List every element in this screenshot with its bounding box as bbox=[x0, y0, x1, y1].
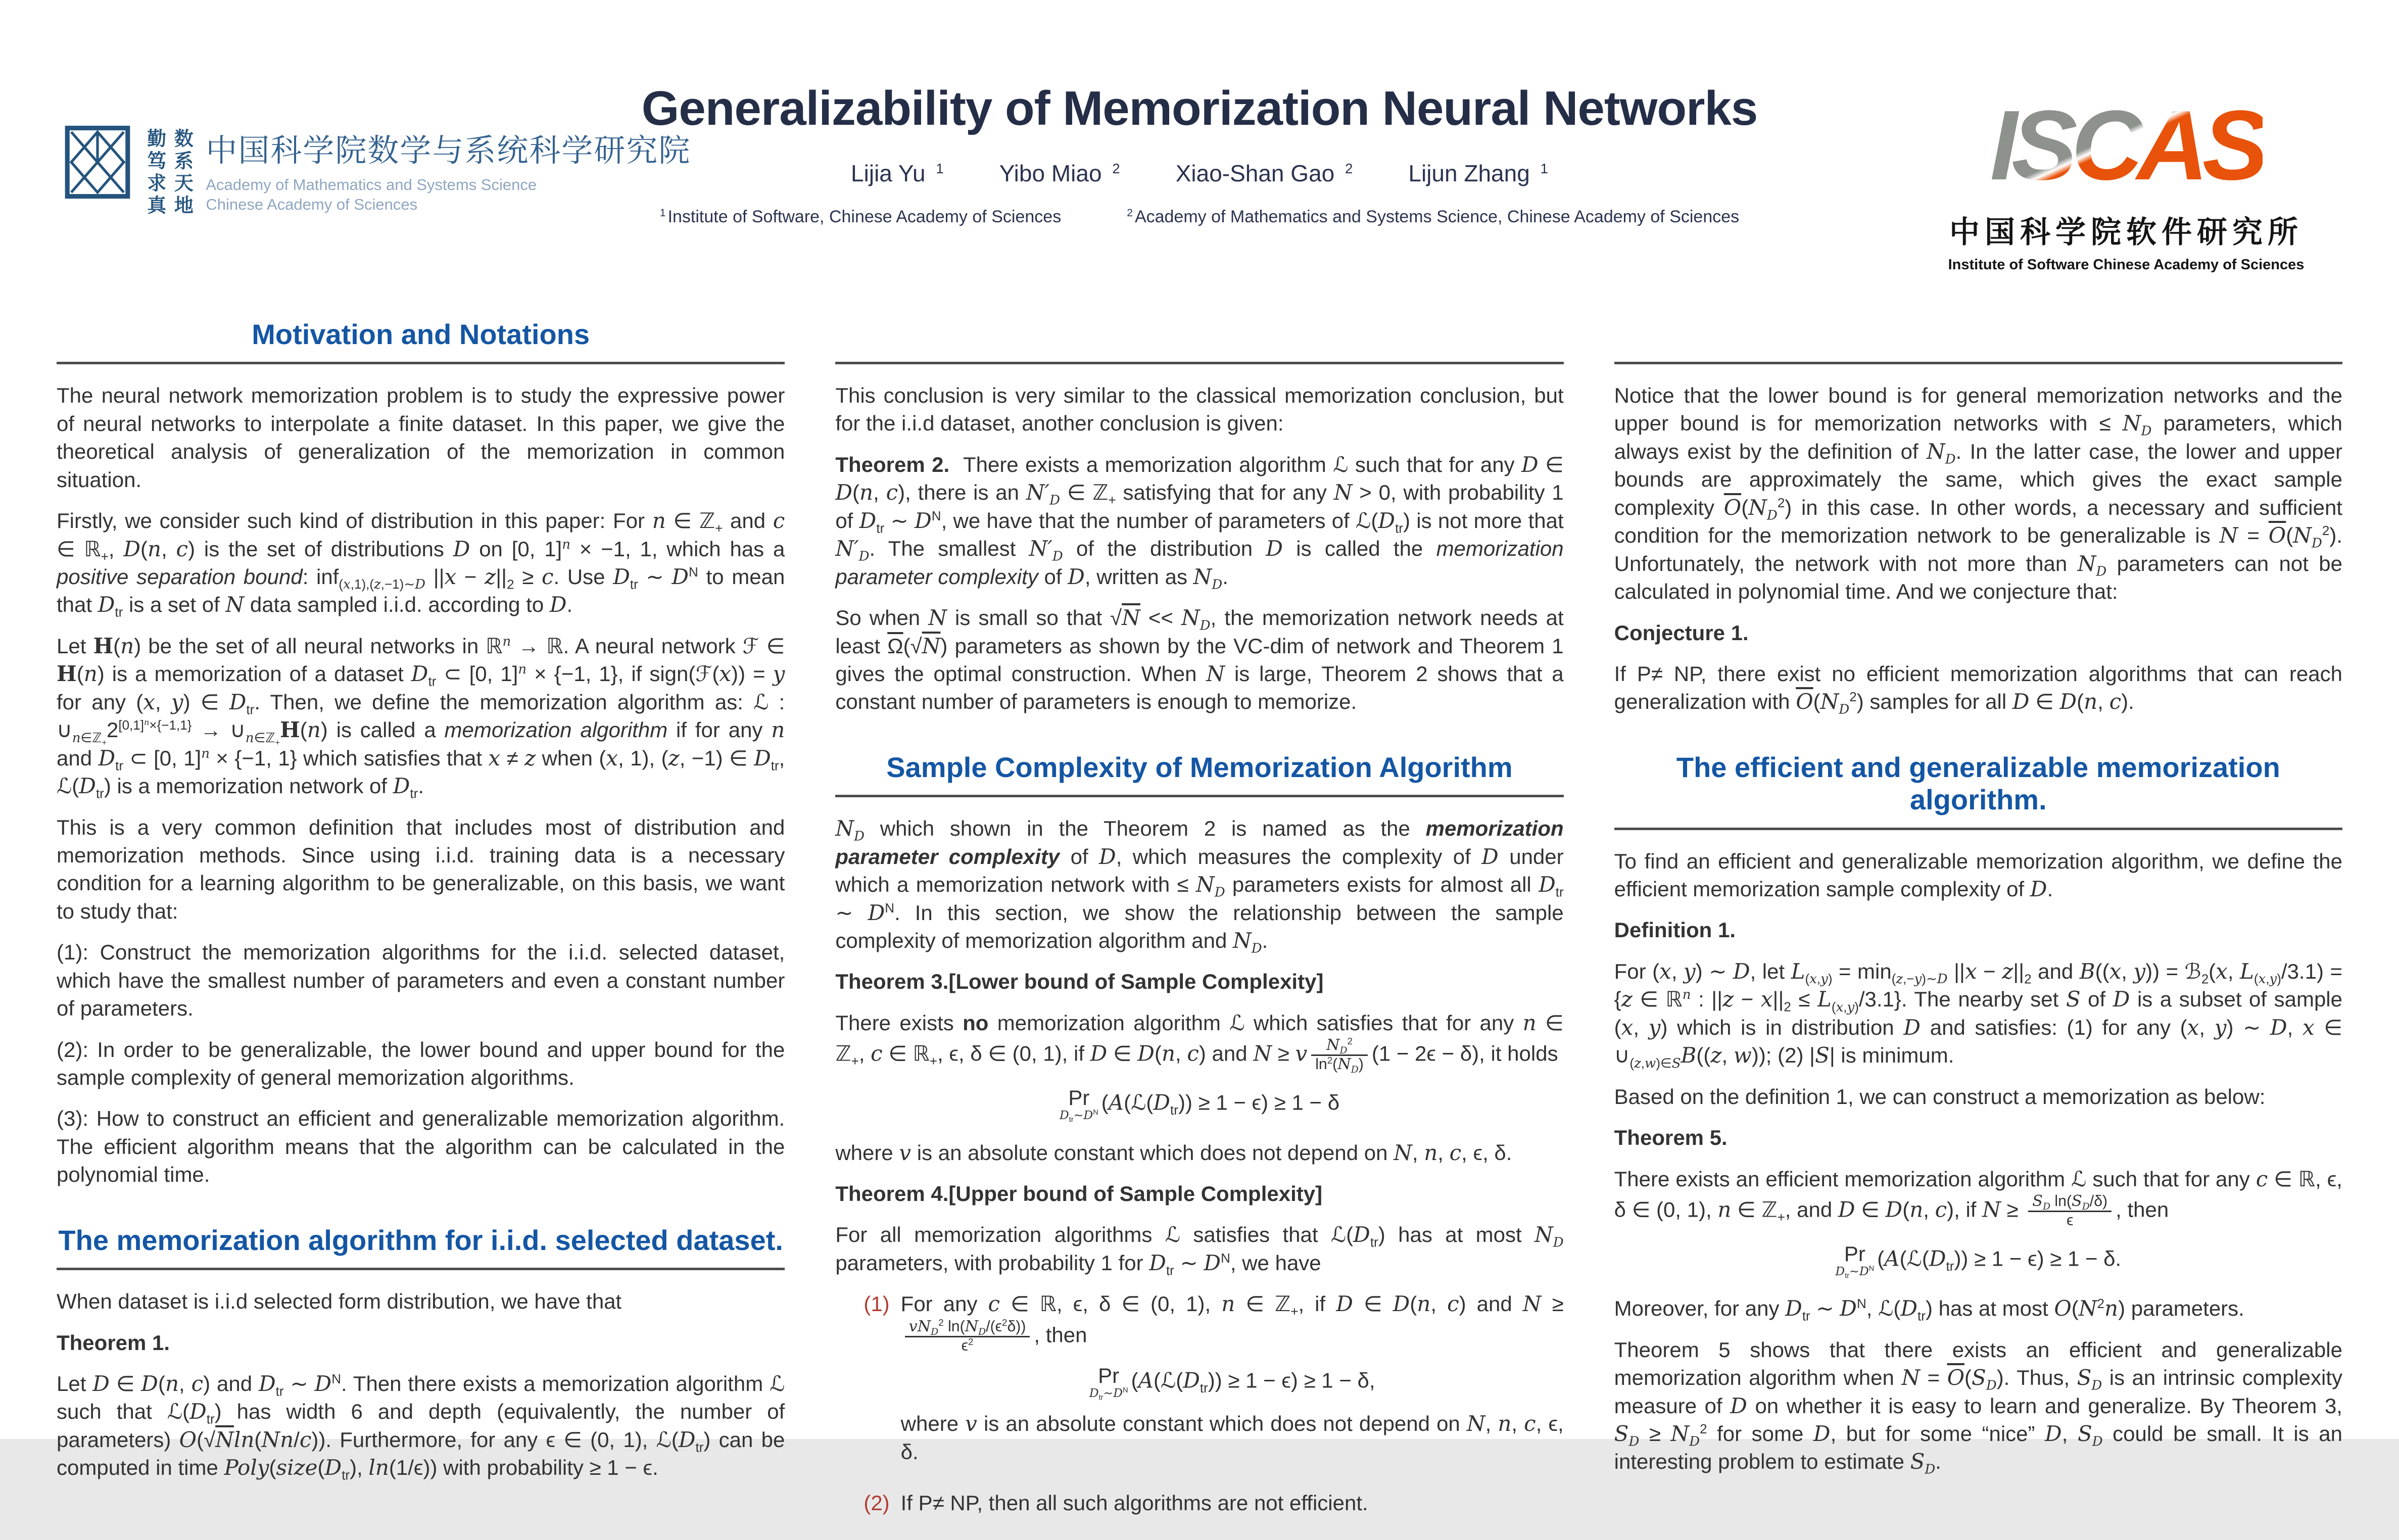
paragraph: Moreover, for any $D_{tr}$ ∼ $D^N$, $ℒ(D_{tr})$ has at most $O(N^2n)$ parameters. bbox=[1614, 1296, 2244, 1324]
paragraph: For all memorization algorithms ℒ satisfies that $ℒ(D_{tr})$ has at most $N_D$ parameters, with probability 1 for $D_{tr}$ ∼ $D^N$, we have bbox=[835, 1222, 1564, 1278]
paragraph: So when N is small so that $√N << N_D$, the memorization network needs at least $\overline{\Omega}(√N)$ parameters as shown by the VC-dim of network and Theorem 1 gives the optimal construction. When N is large, Theorem 2 shows that a constant number of parameters is enough to memorize. bbox=[835, 605, 1564, 714]
theorem-4-label: Theorem 4.[Upper bound of Sample Complexity] bbox=[835, 1182, 1323, 1206]
divider bbox=[1614, 362, 2342, 364]
paragraph: The neural network memorization problem is to study the expressive power of neural networks to interpolate a finite dataset. In this paper, we give the theoretical analysis of generalization of the memorization in common situation. bbox=[57, 383, 785, 492]
paragraph: This conclusion is very similar to the classical memorization conclusion, but for the i.i.d dataset, another conclusion is given: bbox=[835, 383, 1564, 436]
list-item-2 bbox=[835, 1489, 1563, 1527]
section-heading-memorization-iid: The memorization algorithm for i.i.d. selected dataset. bbox=[58, 1224, 783, 1256]
list-item-1-content bbox=[901, 1290, 1564, 1476]
author: Xiao-Shan Gao $^2$ bbox=[1175, 160, 1353, 186]
divider bbox=[835, 795, 1563, 797]
paragraph: This is a very common definition that includes most of distribution and memorization methods. Since using i.i.d. training data is a necessary condition for a learning algorithm to be generalizable, on this basis, we want to study that: bbox=[57, 815, 785, 923]
equation: Pr $D_{tr}\sim D^N$ $(A(ℒ(D_{tr})) \ge 1 - \epsilon) \ge 1 - \delta$. bbox=[1835, 1241, 2122, 1280]
paragraph: where v is an absolute constant which does not depend on N, n, c, ϵ, δ. bbox=[835, 1140, 1512, 1165]
paragraph: To find an efficient and generalizable memorization algorithm, we define the efficient memorization sample complexity of D. bbox=[1614, 849, 2342, 902]
divider bbox=[57, 362, 785, 364]
divider bbox=[835, 362, 1563, 364]
amss-motto-left: 勤笃求真 bbox=[143, 128, 166, 217]
paragraph: When dataset is i.i.d selected form distribution, we have that bbox=[57, 1289, 622, 1314]
amss-text bbox=[206, 125, 691, 215]
paragraph: If P≠ NP, then all such algorithms are not efficient. bbox=[900, 1490, 1368, 1515]
paragraph: For any c ∈ ℝ, ϵ, δ ∈ (0, 1), n ∈ ℤ$_+$, if D ∈ D(n, c) and N ≥ $vN_D^2$ $\ln(N_D/(\epsilon^2\delta))$ $\epsilon^2$ , then bbox=[900, 1291, 1564, 1354]
paragraph-theorem-2: Theorem 2. There exists a memorization algorithm ℒ such that for any D ∈ D(n, c), there is an $N'_D$ ∈ ℤ$_+$ satisfying that for any N > 0, with probability 1 of $D_{tr}$ ∼ $D^N$, we have that the number of parameters of $ℒ(D_{tr})$ is not more that $N'_D$. The smallest $N'_D$ of the distribution D is called the memorization parameter complexity of D, written as $N_D$. bbox=[835, 452, 1564, 593]
divider bbox=[1614, 828, 2342, 830]
poster-title: Generalizability of Memorization Neural Networks bbox=[641, 81, 1758, 135]
paragraph: (2): In order to be generalizable, the lower bound and upper bound for the sample complexity of general memorization algorithms. bbox=[57, 1037, 785, 1090]
iscas-name-cn: 中国科学院软件研究所 bbox=[1949, 215, 2303, 250]
paragraph: Notice that the lower bound is for general memorization networks and the upper bound is for memorization networks with ≤ $N_D$ parameters, which always exist by the definition of $N_D$. In the latter case, the lower and upper bounds are approximately the same, which gives the exact sample complexity $\overline{O}(N_D^2)$ in this case. In other words, a necessary and sufficient condition for the memorization network to be generalizable is $N = \overline{O}(N_D^2)$. Unfortunately, the network with not more than $N_D$ parameters can not be calculated in polynomial time. And we conjecture that: bbox=[1614, 383, 2342, 604]
amss-motto bbox=[143, 128, 193, 217]
paragraph: Let H(n) be the set of all neural networks in ℝ$^n$ → ℝ. A neural network ℱ ∈ H(n) is a memorization of a dataset $D_{tr}$ ⊂ [0, 1]$^n$ × {−1, 1}, if sign(ℱ(x)) = y for any (x, y) ∈ $D_{tr}$. Then, we define the memorization algorithm as: ℒ : $\cup_{n\in ℤ_+}2^{[0,1]^n\times\{-1,1\}}$ → $\cup_{n\in ℤ_+}H(n)$ is called a memorization algorithm if for any n and $D_{tr}$ ⊂ [0, 1]$^n$ × {−1, 1} which satisfies that x ≠ z when (x, 1), (z, −1) ∈ $D_{tr}$, $ℒ(D_{tr})$ is a memorization network of $D_{tr}$. bbox=[57, 633, 785, 801]
paragraph: Based on the definition 1, we can construct a memorization as below: bbox=[1614, 1084, 2266, 1109]
equation: Pr $D_{tr}\sim D^N$ $(A(ℒ(D_{tr})) \ge 1 - \epsilon) \ge 1 - \delta$ bbox=[1059, 1085, 1340, 1124]
amss-logo bbox=[65, 125, 691, 217]
paragraph: Let D ∈ D(n, c) and $D_{tr}$ ∼ $D^N$. Then there exists a memorization algorithm ℒ such that $ℒ(D_{tr})$ has width 6 and depth (equivalently, the number of parameters) O(√Nln(Nn/c)). Furthermore, for any ϵ ∈ (0, 1), $ℒ(D_{tr})$ can be computed in time $Poly(size(D_{tr})$, ln(1/ϵ)) with probability ≥ 1 − ϵ. bbox=[57, 1371, 785, 1483]
theorem-5-label: Theorem 5. bbox=[1614, 1126, 1728, 1150]
amss-name-en: Academy of Mathematics and Systems Science Chinese Academy of Sciences bbox=[206, 176, 537, 213]
iscas-logo bbox=[1929, 90, 2323, 273]
paragraph: (3): How to construct an efficient and generalizable memorization algorithm. The efficient algorithm means that the algorithm can be calculated in the polynomial time. bbox=[57, 1106, 785, 1187]
column-middle bbox=[835, 318, 1563, 1540]
paragraph: Firstly, we consider such kind of distribution in this paper: For n ∈ ℤ$_+$ and c ∈ ℝ$_+$, D(n, c) is the set of distributions D on [0, 1]$^n$ × −1, 1, which has a positive separation bound: inf$_{(x,1),(z,-1)\sim D}$ $||x - z||_2 \ge c$. Use $D_{tr}$ ∼ $D^N$ to mean that $D_{tr}$ is a set of N data sampled i.i.d. according to D. bbox=[57, 508, 785, 620]
amss-mark-icon bbox=[65, 125, 130, 199]
paragraph: There exists no memorization algorithm ℒ which satisfies that for any n ∈ ℤ$_+$, c ∈ ℝ$_+$, ϵ, δ ∈ (0, 1), if D ∈ D(n, c) and N ≥ v $\frac{N_D^2}{\ln^2(N_D)}$ (1 − 2ϵ − δ), it holds bbox=[835, 1010, 1564, 1076]
conjecture-1-label: Conjecture 1. bbox=[1614, 620, 1749, 645]
iscas-wordmark: ISCAS bbox=[1990, 90, 2263, 201]
section-heading-motivation: Motivation and Notations bbox=[252, 318, 590, 350]
paragraph: For (x, y) ∼ D, let $L_{(x,y)} = \min_{(z,-y)\sim D} ||x - z||_2$ and B((x, y)) = ℬ$_2$(x, $L_{(x,y)}/3.1) = \{z$ ∈ ℝ$^n$ : $||z - x||_2 \le L_{(x,y)}/3.1$}. The nearby set S of D is a subset of sample (x, y) which is in distribution D and satisfies: (1) for any (x, y) ∼ D, x ∈ $\cup_{(z,w)\in S}B((z$, w)); (2) |S| is minimum. bbox=[1614, 958, 2342, 1071]
author: Yibo Miao $^2$ bbox=[999, 160, 1120, 186]
paragraph: (1): Construct the memorization algorithms for the i.i.d. selected dataset, which have the smallest number of parameters and even a constant number of parameters. bbox=[57, 940, 785, 1021]
definition-1-label: Definition 1. bbox=[1614, 918, 1736, 942]
amss-motto-right: 数系天地 bbox=[171, 128, 194, 217]
paragraph: If P≠ NP, there exist no efficient memorization algorithms that can reach generalization with $\overline{O}(N_D^2)$ samples for all D ∈ D(n, c). bbox=[1614, 661, 2342, 717]
paragraph: $N_D$ which shown in the Theorem 2 is named as the memorization parameter complexity of D, which measures the complexity of D under which a memorization network with ≤ $N_D$ parameters exists for almost all $D_{tr}$ ∼ $D^N$. In this section, we show the relationship between the sample complexity of memorization algorithm and $N_D$. bbox=[835, 816, 1564, 956]
paragraph: where v is an absolute constant which does not depend on N, n, c, ϵ, δ. bbox=[900, 1411, 1564, 1464]
column-right bbox=[1614, 318, 2342, 1540]
poster-body bbox=[0, 318, 2399, 1540]
divider bbox=[57, 1268, 785, 1270]
paragraph: There exists an efficient memorization algorithm ℒ such that for any c ∈ ℝ, ϵ, δ ∈ (0, 1), n ∈ ℤ$_+$, and D ∈ D(n, c), if N ≥ $\frac{S_D \ln(S_D/\delta)}{\epsilon}$ , then bbox=[1614, 1166, 2342, 1229]
list-item-1 bbox=[835, 1290, 1563, 1476]
theorem-3-label: Theorem 3.[Lower bound of Sample Complexity] bbox=[835, 970, 1324, 994]
theorem-1-label: Theorem 1. bbox=[57, 1330, 170, 1355]
affiliation: $^1$ Institute of Software, Chinese Academy of Sciences bbox=[659, 207, 1062, 226]
section-heading-efficient-generalizable: The efficient and generalizable memorization algorithm. bbox=[1676, 751, 2280, 816]
list-item-2-content bbox=[901, 1489, 1564, 1527]
affiliation: $^2$ Academy of Mathematics and Systems Science, Chinese Academy of Sciences bbox=[1127, 207, 1740, 226]
author: Lijun Zhang $^1$ bbox=[1408, 160, 1548, 186]
column-left bbox=[57, 318, 785, 1540]
paragraph: Theorem 5 shows that there exists an efficient and generalizable memorization algorithm when $N = \overline{O}(S_D)$. Thus, $S_D$ is an intrinsic complexity measure of D on whether it is easy to learn and generalize. By Theorem 3, $S_D \ge N_D^2$ for some D, but for some “nice” D, $S_D$ could be small. It is an interesting problem to estimate $S_D$. bbox=[1614, 1337, 2342, 1477]
section-heading-sample-complexity: Sample Complexity of Memorization Algorithm bbox=[886, 751, 1513, 783]
poster-header bbox=[0, 0, 2399, 273]
list-marker-1: (1) bbox=[863, 1292, 890, 1316]
amss-name-cn: 中国科学院数学与系统科学研究院 bbox=[206, 132, 691, 169]
iscas-name-en: Institute of Software Chinese Academy of Sciences bbox=[1948, 257, 2305, 273]
author: Lijia Yu $^1$ bbox=[851, 160, 944, 186]
equation: Pr $D_{tr}\sim D^N$ $(A(ℒ(D_{tr})) \ge 1 - \epsilon) \ge 1 - \delta$, bbox=[1089, 1364, 1375, 1403]
list-marker-2: (2) bbox=[863, 1490, 890, 1515]
